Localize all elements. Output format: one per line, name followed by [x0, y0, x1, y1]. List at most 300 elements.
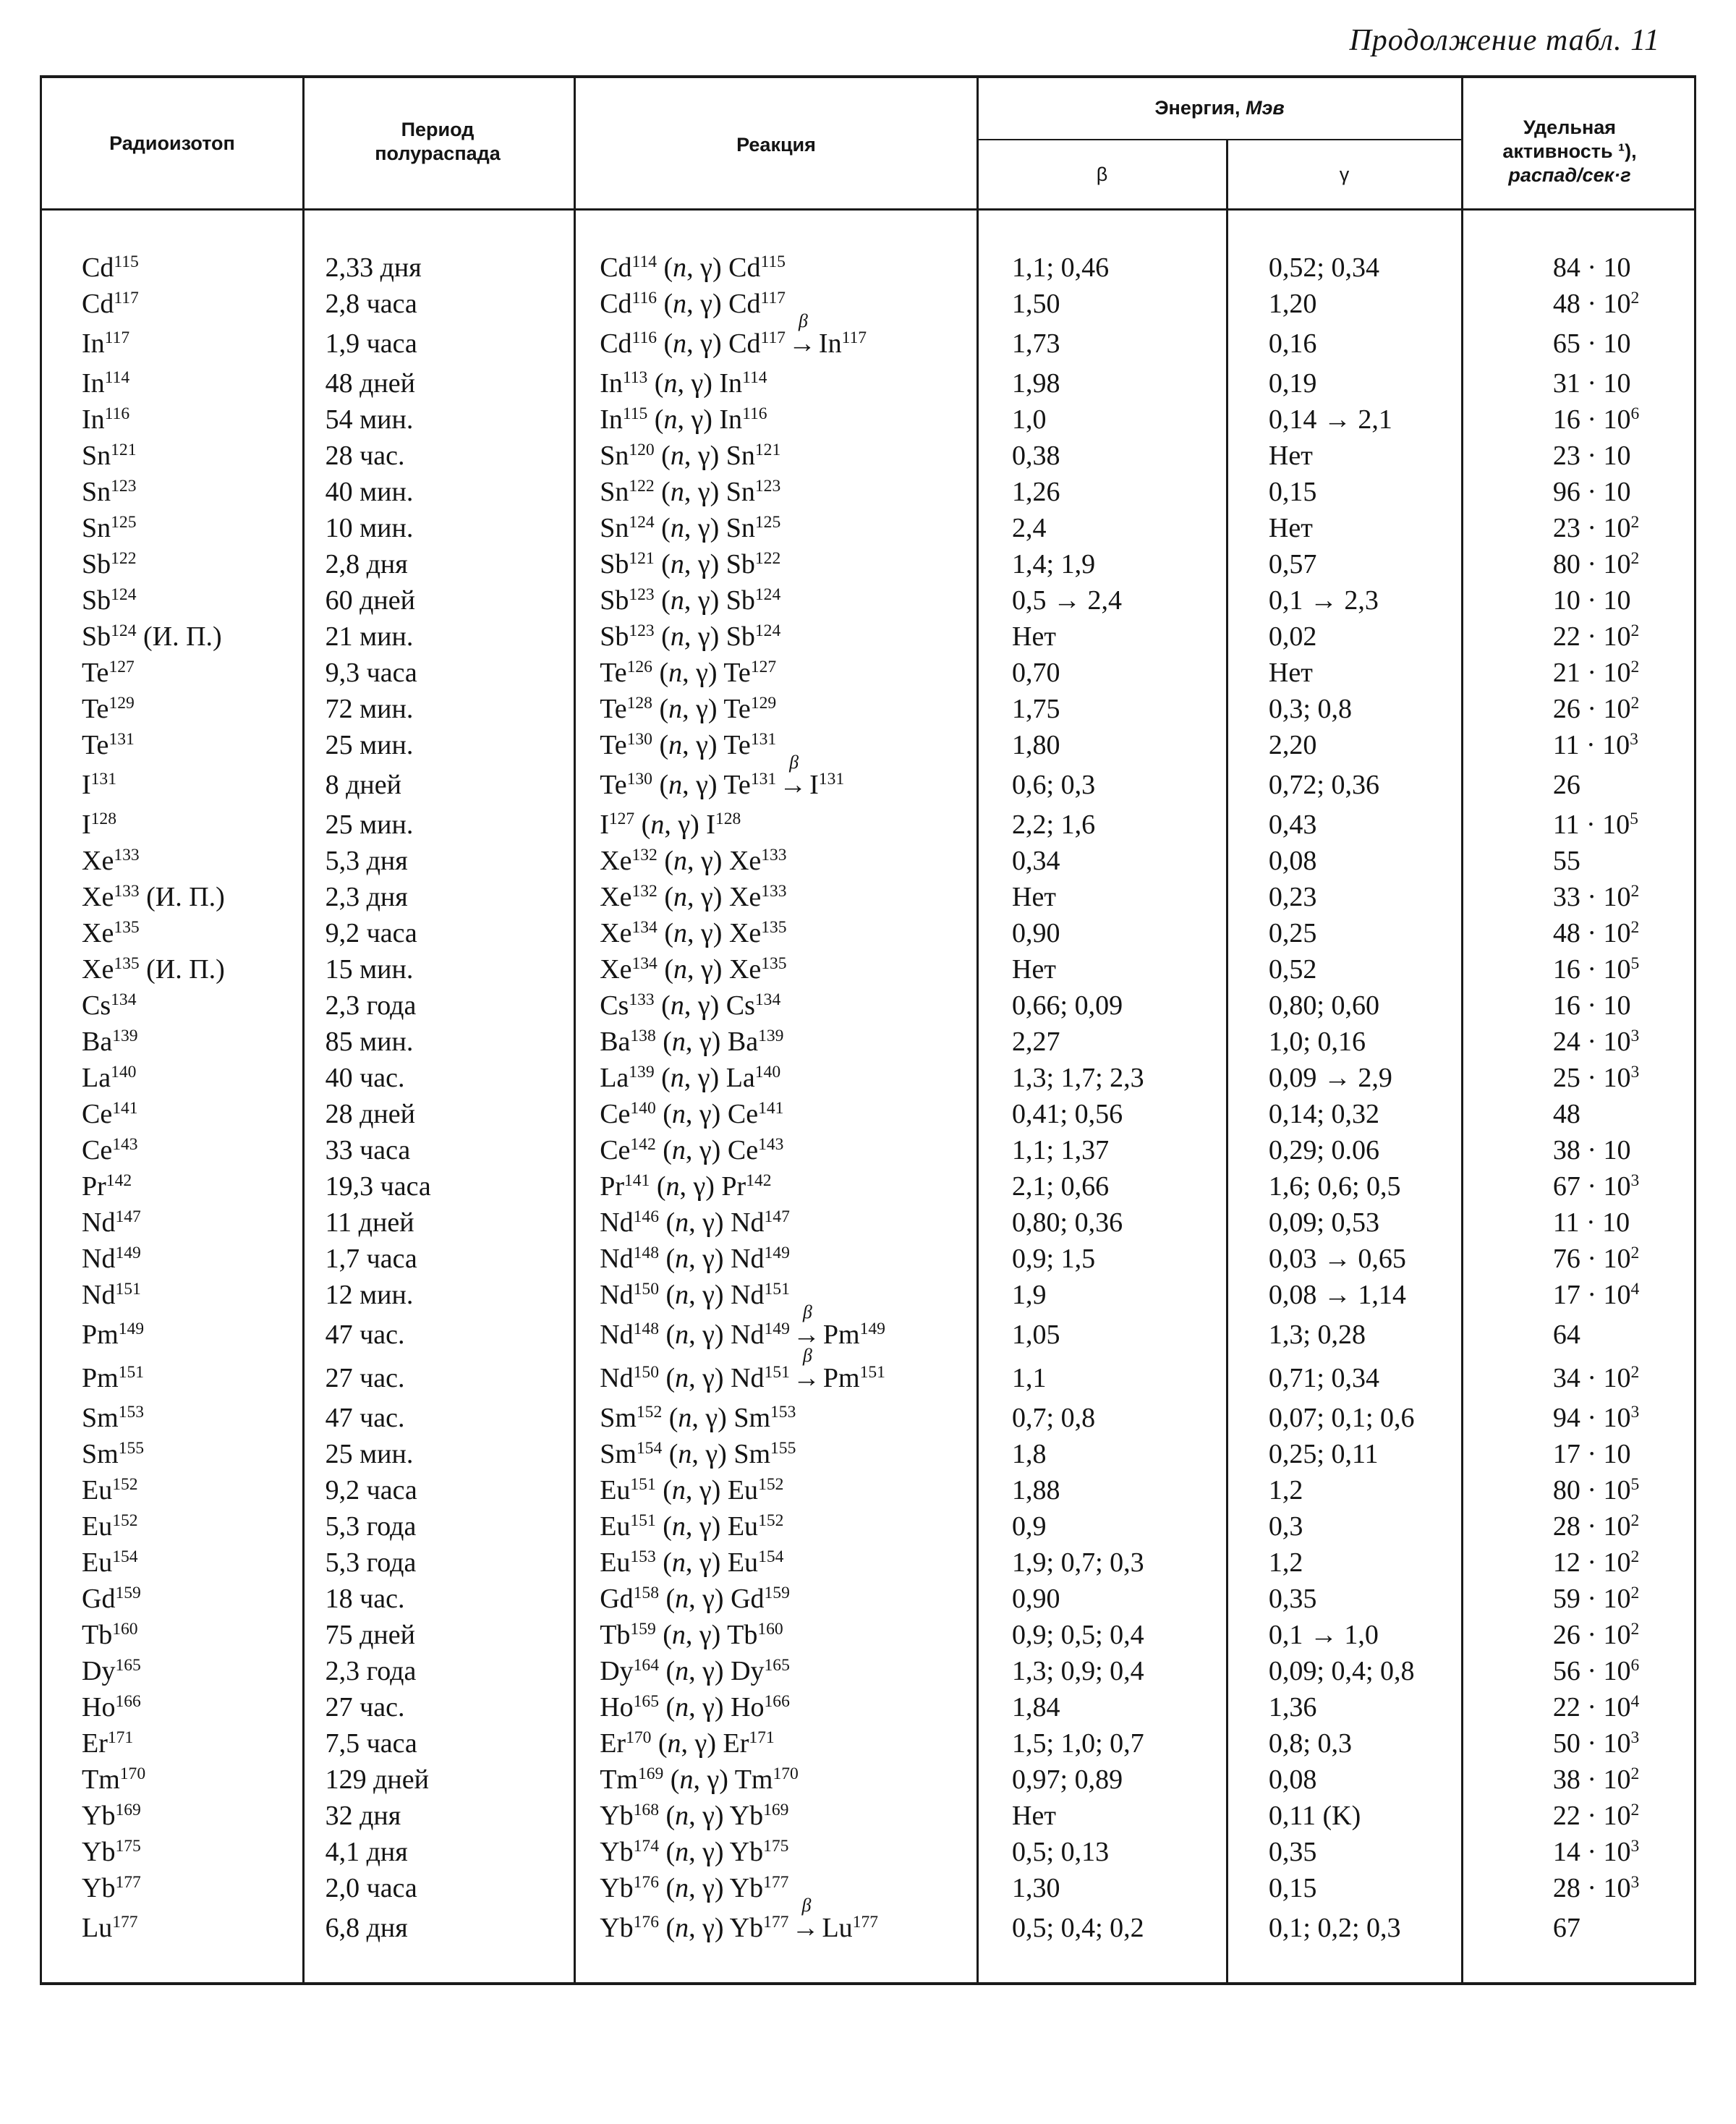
isotope: [82, 730, 135, 760]
activity-exponent: 2: [1630, 1511, 1640, 1531]
beta-energy-cell: 0,9; 1,5: [1012, 1244, 1096, 1274]
target-nuclide: [600, 1837, 659, 1867]
product-nuclide: [731, 1656, 790, 1686]
reaction-channel: (n, γ): [652, 694, 724, 724]
reaction-channel: (n, γ): [654, 477, 726, 507]
isotope-cell: [40, 286, 315, 322]
activity-exponent: 3: [1630, 730, 1638, 749]
activity-cell: [1481, 691, 1736, 727]
product-nuclide-mass: 177: [763, 1873, 789, 1893]
activity-base: 16 · 10: [1552, 954, 1631, 985]
beta-energy-cell: 0,9; 0,5; 0,4: [1012, 1620, 1144, 1650]
activity-base: 11 · 10: [1552, 730, 1630, 760]
table-row: [40, 987, 1736, 1024]
beta-energy-cell: 0,66; 0,09: [1012, 990, 1123, 1021]
target-nuclide-mass: 130: [626, 730, 652, 749]
target-nuclide-mass: 113: [622, 368, 648, 388]
neutron-symbol: n: [665, 1171, 680, 1202]
isotope-mass: 166: [115, 1692, 141, 1712]
decay-arrow: [788, 310, 816, 360]
neutron-symbol: n: [668, 658, 683, 688]
product-nuclide: [728, 328, 786, 359]
activity-exponent: 2: [1630, 1363, 1640, 1382]
isotope-symbol: Sb: [82, 549, 111, 579]
beta-energy-cell: Нет: [1012, 954, 1056, 985]
neutron-symbol: n: [673, 882, 687, 912]
half-life-cell: 32 дня: [325, 1801, 401, 1831]
target-nuclide: [600, 1363, 659, 1393]
isotope-cell: [40, 1581, 315, 1617]
gamma-energy-cell: 0,15: [1268, 477, 1317, 507]
isotope-mass: 155: [118, 1439, 145, 1458]
neutron-symbol: n: [671, 1027, 686, 1057]
product-nuclide: [729, 918, 787, 948]
reaction-channel: (n, γ): [654, 513, 726, 543]
product-nuclide-symbol: Xe: [728, 846, 762, 876]
isotope-cell: [40, 1617, 315, 1653]
product-nuclide: [730, 1913, 789, 1943]
product-nuclide-symbol: Sm: [733, 1403, 771, 1433]
target-nuclide: [600, 1801, 659, 1831]
reaction-channel: (n, γ): [662, 1403, 734, 1433]
target-nuclide: [600, 1027, 656, 1057]
target-nuclide-symbol: Yb: [600, 1837, 634, 1867]
reaction-cell: [553, 752, 972, 807]
beta-energy-cell: 1,3; 1,7; 2,3: [1012, 1063, 1144, 1093]
isotope-cell: [40, 727, 315, 763]
product-nuclide-symbol: Sb: [726, 585, 755, 616]
beta-energy-cell: 1,9: [1012, 1280, 1047, 1310]
isotope-cell: [40, 510, 315, 546]
activity-exponent: 4: [1630, 1692, 1640, 1712]
activity-cell: [1481, 1581, 1736, 1617]
neutron-symbol: n: [673, 954, 687, 985]
reaction-channel: (n, γ): [658, 1801, 730, 1831]
table-row: [40, 1798, 1736, 1834]
header-activity-unit: распад/сек·г: [1508, 164, 1631, 186]
half-life-cell: 28 час.: [325, 441, 405, 471]
table-row: [40, 438, 1736, 474]
target-nuclide: [600, 1913, 659, 1943]
product-nuclide-symbol: Cd: [728, 252, 761, 283]
isotope-symbol: Dy: [82, 1656, 116, 1686]
isotope-cell: [40, 1545, 315, 1581]
reaction-channel: (n, γ): [652, 770, 724, 800]
target-nuclide: [600, 694, 652, 724]
beta-energy-cell: 1,1; 1,37: [1012, 1135, 1110, 1165]
half-life-cell: 6,8 дня: [325, 1913, 408, 1943]
half-life-cell: 10 мин.: [325, 513, 414, 543]
product-nuclide-symbol: I: [706, 810, 715, 840]
isotope-cell: [40, 1132, 315, 1168]
activity-base: 48: [1552, 1099, 1580, 1129]
activity-base: 59 · 10: [1552, 1584, 1631, 1614]
reaction-channel: (n, γ): [655, 1620, 728, 1650]
target-nuclide-symbol: Sb: [600, 585, 629, 616]
isotope-symbol: Tm: [82, 1764, 120, 1795]
isotope-mass: 129: [109, 694, 135, 713]
activity-exponent: 3: [1630, 1403, 1640, 1422]
activity-cell: [1481, 763, 1736, 807]
activity-base: 50 · 10: [1552, 1728, 1631, 1759]
reaction-cell: [553, 1617, 972, 1653]
table-row: [40, 1725, 1736, 1762]
gamma-energy-cell: 1,20: [1268, 289, 1317, 319]
target-nuclide-symbol: Eu: [600, 1511, 631, 1542]
target-nuclide: [600, 1135, 656, 1165]
beta-energy-cell: 0,5 → 2,4: [1012, 585, 1123, 616]
neutron-symbol: n: [675, 1692, 689, 1722]
beta-energy-cell: 1,1: [1012, 1363, 1047, 1393]
beta-energy-cell: 1,84: [1012, 1692, 1060, 1722]
beta-energy-cell: 1,26: [1012, 477, 1060, 507]
isotope-symbol: Sm: [82, 1403, 119, 1433]
half-life-cell: 2,3 года: [325, 1656, 417, 1686]
header-isotope: Радиоизотоп: [109, 132, 235, 154]
product-nuclide: [706, 810, 741, 840]
isotope: [82, 1171, 132, 1202]
product-nuclide-symbol: Xe: [728, 918, 762, 948]
target-nuclide-mass: 151: [630, 1511, 656, 1531]
neutron-symbol: n: [671, 1620, 686, 1650]
activity-cell: [1481, 1545, 1736, 1581]
half-life-cell: 47 час.: [325, 1320, 405, 1350]
product-nuclide: [719, 368, 767, 399]
gamma-energy-cell: 0,02: [1268, 621, 1317, 652]
reaction-cell: [553, 582, 972, 619]
reaction-cell: [553, 1400, 972, 1436]
neutron-symbol: n: [675, 1873, 689, 1903]
activity-base: 25 · 10: [1552, 1063, 1631, 1093]
daughter-nuclide-symbol: Pm: [822, 1363, 860, 1393]
half-life-cell: 129 дней: [325, 1764, 429, 1795]
product-nuclide-mass: 125: [754, 513, 781, 532]
reaction-channel: (n, γ): [655, 1547, 728, 1578]
target-nuclide-symbol: Pr: [600, 1171, 624, 1202]
gamma-energy-cell: 0,07; 0,1; 0,6: [1268, 1403, 1415, 1433]
isotope-mass: 143: [112, 1135, 138, 1155]
target-nuclide-mass: 154: [636, 1439, 663, 1458]
target-nuclide: [600, 954, 658, 985]
neutron-symbol: n: [671, 1511, 686, 1542]
activity-exponent: 3: [1630, 1728, 1640, 1748]
isotope-symbol: Nd: [82, 1244, 116, 1274]
gamma-energy-cell: 0,29; 0.06: [1268, 1135, 1379, 1165]
product-nuclide-mass: 123: [754, 477, 781, 496]
activity-base: 10 · 10: [1552, 585, 1631, 616]
target-nuclide-symbol: Tm: [600, 1764, 638, 1795]
target-nuclide-symbol: Te: [600, 658, 627, 688]
half-life-cell: 75 дней: [325, 1620, 415, 1650]
gamma-energy-cell: 0,25: [1268, 918, 1317, 948]
isotope-mass: 142: [106, 1171, 132, 1191]
isotope-mass: 141: [112, 1099, 138, 1118]
target-nuclide: [600, 1764, 663, 1795]
product-nuclide: [730, 1837, 789, 1867]
neutron-symbol: n: [668, 730, 683, 760]
reaction-channel: (n, γ): [651, 1728, 723, 1759]
activity-base: 22 · 10: [1552, 621, 1631, 652]
isotope: [82, 1692, 141, 1722]
activity-base: 65 · 10: [1552, 328, 1631, 359]
isotope-cell: [40, 1472, 315, 1508]
activity-base: 23 · 10: [1552, 513, 1631, 543]
activity-cell: [1481, 1400, 1736, 1436]
beta-energy-cell: 1,98: [1012, 368, 1060, 399]
product-nuclide: [728, 1547, 784, 1578]
product-nuclide-mass: 140: [754, 1063, 781, 1082]
target-nuclide: [600, 621, 654, 652]
isotope-cell: [40, 843, 315, 879]
target-nuclide: [600, 1692, 659, 1722]
gamma-energy-cell: 0,09; 0,53: [1268, 1207, 1379, 1238]
isotope-cell: [40, 1725, 315, 1762]
isotope: [82, 1620, 138, 1650]
isotope: [82, 1511, 138, 1542]
product-nuclide-symbol: Eu: [727, 1511, 759, 1542]
daughter-nuclide-mass: 177: [852, 1913, 878, 1932]
isotope-mass: 171: [107, 1728, 134, 1748]
target-nuclide-mass: 148: [633, 1320, 659, 1339]
product-nuclide-symbol: Yb: [729, 1913, 764, 1943]
activity-exponent: 3: [1630, 1837, 1640, 1856]
target-nuclide-symbol: I: [600, 810, 609, 840]
product-nuclide: [728, 1027, 784, 1057]
isotope: [82, 252, 139, 283]
gamma-energy-cell: 1,3; 0,28: [1268, 1320, 1366, 1350]
isotope-symbol: Ce: [82, 1099, 113, 1129]
product-nuclide-symbol: Xe: [728, 882, 762, 912]
isotope-cell: [40, 1400, 315, 1436]
decay-arrow-label: β: [798, 310, 808, 331]
target-nuclide: [600, 441, 654, 471]
isotope-symbol: Te: [82, 658, 109, 688]
target-nuclide-symbol: Xe: [600, 882, 632, 912]
isomer-note: (И. П.): [139, 954, 225, 985]
neutron-symbol: n: [673, 328, 687, 359]
activity-cell: [1481, 1313, 1736, 1356]
isotope-symbol: Xe: [82, 954, 114, 985]
target-nuclide-symbol: Sm: [600, 1403, 637, 1433]
table-row: [40, 727, 1736, 763]
target-nuclide: [600, 1511, 656, 1542]
neutron-symbol: n: [671, 1547, 686, 1578]
gamma-energy-cell: Нет: [1268, 441, 1313, 471]
reaction-channel: (n, γ): [658, 1837, 730, 1867]
isotope-cell: [40, 951, 315, 987]
activity-exponent: 5: [1630, 810, 1638, 829]
reaction-channel: (n, γ): [657, 882, 729, 912]
beta-energy-cell: 1,0: [1012, 404, 1047, 435]
reaction-cell: [553, 1725, 972, 1762]
activity-exponent: 3: [1630, 1063, 1640, 1082]
isotope-cell: [40, 1096, 315, 1132]
beta-energy-cell: 0,41; 0,56: [1012, 1099, 1123, 1129]
isotope-mass: 151: [115, 1280, 141, 1299]
product-nuclide-mass: 121: [754, 441, 781, 460]
isotope: [82, 1099, 138, 1129]
reaction-channel: (n, γ): [658, 1692, 731, 1722]
table-row: [40, 1581, 1736, 1617]
target-nuclide: [600, 846, 658, 876]
half-life-cell: 27 час.: [325, 1363, 405, 1393]
half-life-cell: 2,0 часа: [325, 1873, 417, 1903]
reaction-channel: (n, γ): [654, 549, 726, 579]
activity-base: 80 · 10: [1552, 1475, 1631, 1505]
product-nuclide: [726, 585, 780, 616]
product-nuclide: [729, 954, 787, 985]
gamma-energy-cell: 0,8; 0,3: [1268, 1728, 1352, 1759]
product-nuclide-mass: 152: [758, 1475, 784, 1495]
isotope-cell: [40, 1205, 315, 1241]
neutron-symbol: n: [670, 549, 684, 579]
beta-energy-cell: 1,50: [1012, 289, 1060, 319]
activity-base: 67: [1552, 1913, 1580, 1943]
target-nuclide-symbol: Sb: [600, 621, 629, 652]
table-row: [40, 1762, 1736, 1798]
target-nuclide-mass: 165: [633, 1692, 659, 1712]
product-nuclide-mass: 129: [750, 694, 777, 713]
isotope-mass: 123: [111, 477, 137, 496]
isotope-symbol: Pr: [82, 1171, 106, 1202]
product-nuclide: [726, 549, 780, 579]
isomer-note: (И. П.): [139, 882, 225, 912]
beta-energy-cell: 1,3; 0,9; 0,4: [1012, 1656, 1144, 1686]
reaction-cell: [553, 691, 972, 727]
product-nuclide-mass: 135: [761, 918, 787, 938]
product-nuclide-symbol: Yb: [729, 1801, 764, 1831]
activity-exponent: 2: [1630, 289, 1640, 308]
beta-energy-cell: 0,38: [1012, 441, 1060, 471]
isotope-cell: [40, 1906, 315, 1950]
product-nuclide-symbol: Te: [723, 658, 751, 688]
half-life-cell: 54 мин.: [325, 404, 414, 435]
activity-exponent: 2: [1630, 1547, 1640, 1567]
neutron-symbol: n: [673, 918, 687, 948]
reaction-cell: [553, 310, 972, 365]
reaction-cell: [553, 1301, 972, 1356]
isotope-cell: [40, 1834, 315, 1870]
neutron-symbol: n: [670, 477, 684, 507]
target-nuclide-mass: 116: [631, 328, 657, 348]
isotope: [82, 1837, 141, 1867]
isotope-mass: 149: [118, 1320, 145, 1339]
product-nuclide-mass: 153: [770, 1403, 796, 1422]
target-nuclide-symbol: Yb: [600, 1801, 634, 1831]
decay-arrow: [779, 752, 807, 801]
isotope-symbol: Sb: [82, 585, 111, 616]
target-nuclide-mass: 168: [633, 1801, 659, 1820]
neutron-symbol: n: [673, 252, 687, 283]
target-nuclide: [600, 1873, 659, 1903]
activity-exponent: 2: [1630, 1244, 1640, 1263]
isotope-mass: 115: [114, 252, 139, 272]
reaction-cell: [553, 1096, 972, 1132]
neutron-symbol: n: [675, 1363, 689, 1393]
activity-base: 26 · 10: [1552, 1620, 1631, 1650]
table-row: [40, 1277, 1736, 1313]
half-life-cell: 12 мин.: [325, 1280, 414, 1310]
target-nuclide-symbol: Te: [600, 770, 627, 800]
activity-cell: [1481, 474, 1736, 510]
isotope-symbol: Ce: [82, 1135, 113, 1165]
reaction-channel: (n, γ): [658, 1320, 731, 1350]
gamma-energy-cell: 0,1 → 2,3: [1268, 585, 1379, 616]
isotope-symbol: I: [82, 770, 91, 800]
target-nuclide-symbol: Sn: [600, 477, 629, 507]
activity-base: 11 · 10: [1552, 810, 1630, 840]
isotope: [82, 477, 136, 507]
gamma-energy-cell: 0,35: [1268, 1584, 1317, 1614]
product-nuclide-mass: 169: [763, 1801, 789, 1820]
reaction-cell: [553, 843, 972, 879]
target-nuclide-mass: 114: [631, 252, 657, 272]
target-nuclide: [600, 404, 647, 435]
product-nuclide-symbol: In: [719, 368, 743, 399]
activity-base: 31 · 10: [1552, 368, 1631, 399]
gamma-energy-cell: 0,23: [1268, 882, 1317, 912]
daughter-nuclide-symbol: Lu: [822, 1913, 853, 1943]
table-row: [40, 1060, 1736, 1096]
activity-cell: [1481, 727, 1736, 763]
activity-cell: [1481, 1617, 1736, 1653]
header-bottom-rule: [40, 208, 1696, 211]
reaction-cell: [553, 510, 972, 546]
table-row: [40, 1689, 1736, 1725]
isotope: [82, 585, 136, 616]
arrow-icon: →: [792, 1320, 820, 1350]
product-nuclide-mass: 159: [764, 1584, 790, 1603]
table-row: [40, 1653, 1736, 1689]
isotope-mass: 127: [109, 658, 135, 677]
gamma-energy-cell: Нет: [1268, 658, 1313, 688]
product-nuclide: [731, 1363, 790, 1393]
product-nuclide-mass: 135: [761, 954, 787, 974]
activity-base: 64: [1552, 1320, 1580, 1350]
isotope-cell: [40, 1436, 315, 1472]
product-nuclide-symbol: Ce: [727, 1135, 759, 1165]
reaction-cell: [553, 438, 972, 474]
isotope: [82, 1403, 144, 1433]
target-nuclide-mass: 140: [630, 1099, 656, 1118]
half-life-cell: 47 час.: [325, 1403, 405, 1433]
isotope-symbol: Er: [82, 1728, 108, 1759]
product-nuclide: [723, 1728, 775, 1759]
isotope-cell: [40, 1508, 315, 1545]
half-life-cell: 5,3 года: [325, 1511, 417, 1542]
activity-exponent: 6: [1630, 404, 1640, 424]
product-nuclide-mass: 133: [761, 882, 787, 901]
target-nuclide-mass: 124: [629, 513, 655, 532]
isotope: [82, 1363, 144, 1393]
reaction-channel: (n, γ): [657, 328, 729, 359]
product-nuclide: [731, 1244, 790, 1274]
reaction-channel: (n, γ): [655, 1099, 728, 1129]
activity-cell: [1481, 1436, 1736, 1472]
target-nuclide-mass: 123: [629, 621, 655, 641]
reaction-cell: [553, 987, 972, 1024]
product-nuclide: [728, 1475, 784, 1505]
half-life-cell: 40 мин.: [325, 477, 414, 507]
product-nuclide-mass: 165: [764, 1656, 790, 1675]
reaction-channel: (n, γ): [652, 730, 724, 760]
gamma-energy-cell: Нет: [1268, 513, 1313, 543]
isotope-cell: [40, 655, 315, 691]
target-nuclide-mass: 130: [626, 770, 652, 789]
table-row: [40, 1205, 1736, 1241]
reaction-cell: [553, 1132, 972, 1168]
half-life-cell: 5,3 года: [325, 1547, 417, 1578]
